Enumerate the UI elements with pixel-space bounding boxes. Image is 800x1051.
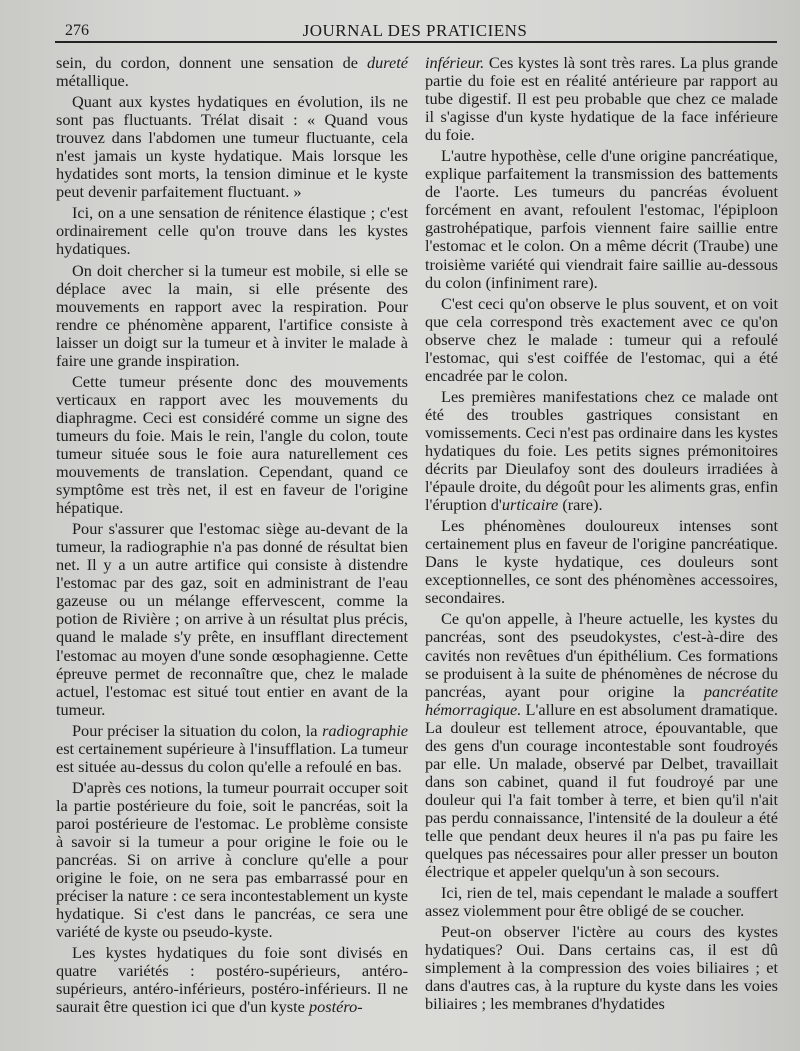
paragraph: Peut-on observer l'ictère au cours des kystes hydatiques? Oui. Dans certains cas, il est dû simplement à la compression des voies biliaires ; et dans d'autres cas, à la rupture du kyste dans les voies biliaires ; les membranes d'hydatides [425,922,778,1014]
left-column [56,54,408,1016]
header-rule [55,41,777,43]
paragraph: inférieur. Ces kystes là sont très rares. La plus grande partie du foie est en réalité antérieure par rapport au tube digestif. Il est peu probable que chez ce malade il s'agisse d'un kyste hydatique de la face inférieure du foie. [425,53,778,145]
paragraph: Les phénomènes douloureux intenses sont certainement plus en faveur de l'origine pancréatique. Dans le kyste hydatique, ces douleurs sont exceptionnelles, ce sont des phénomènes accessoires, secondaires. [425,516,778,608]
paragraph: Ici, rien de tel, mais cependant le malade a souffert assez violemment pour être obligé de se coucher. [425,883,778,921]
paragraph: L'autre hypothèse, celle d'une origine pancréatique, explique parfaitement la transmission des battements de l'aorte. Les tumeurs du pancréas évoluent forcément en avant, refoulent l'estomac, l'épiploon gastrohépatique, parfois viennent faire saillie entre l'estomac et le colon. On a même décrit (Traube) une troisième variété qui viendrait faire saillie au-dessous du colon (infiniment rare). [425,146,778,292]
page-number: 276 [65,22,89,39]
paragraph: On doit chercher si la tumeur est mobile, si elle se déplace avec la main, si elle présente des mouvements en rapport avec la respiration. Pour rendre ce phénomène apparent, l'artifice consiste à laisser un doigt sur la tumeur et à inviter le malade à faire une grande inspiration. [56,260,408,370]
paragraph: Les kystes hydatiques du foie sont divisés en quatre variétés : postéro-supérieurs, antéro-supérieurs, antéro-inférieurs, postéro-inférieurs. Il ne saurait être question ici que d'un kyste postéro- [56,943,408,1017]
paragraph: Pour s'assurer que l'estomac siège au-devant de la tumeur, la radiographie n'a pas donné de résultat bien net. Il y a un autre artifice qui consiste à distendre l'estomac par des gaz, soit en administrant de l'eau gazeuse ou un mélange effervescent, comme la potion de Rivière ; on arrive à un résultat plus précis, quand le malade s'y prête, en insufflant directement l'estomac au moyen d'une sonde œsophagienne. Cette épreuve permet de reconnaître que, chez le malade actuel, l'estomac est situé tout entier en avant de la tumeur. [56,519,408,719]
running-title: JOURNAL DES PRATICIENS [302,21,528,40]
paragraph: sein, du cordon, donnent une sensation de dureté métallique. [56,53,408,91]
page-header [55,18,775,42]
paragraph: D'après ces notions, la tumeur pourrait occuper soit la partie postérieure du foie, soit le pancréas, soit la paroi postérieure de l'estomac. Le problème consiste à savoir si la tumeur a pour origine le foie ou le pancréas. Si on arrive à conclure qu'elle a pour origine le foie, on ne sera pas embarrassé pour en préciser la nature : ce sera incontestablement un kyste hydatique. Si c'est dans le pancréas, ce sera une variété de kyste ou pseudo-kyste. [56,777,408,942]
paragraph: Les premières manifestations chez ce malade ont été des troubles gastriques consistant en vomissements. Ceci n'est pas ordinaire dans les kystes hydatiques du foie. Les petits signes prémonitoires décrits par Dieulafoy sont des douleurs irradiées à l'épaule droite, du dégoût pour les aliments gras, enfin l'éruption d'urticaire (rare). [425,386,778,515]
paragraph: Pour préciser la situation du colon, la radiographie est certainement supérieure à l'insufflation. La tumeur est située au-dessus du colon qu'elle a refoulé en bas. [56,720,408,776]
paragraph: C'est ceci qu'on observe le plus souvent, et on voit que cela correspond très exactement avec ce qu'on observe chez le malade : tumeur qui a refoulé l'estomac, qui s'est coiffée de l'estomac, qui a été encadrée par le colon. [425,293,778,385]
right-column [425,54,778,1013]
paragraph: Cette tumeur présente donc des mouvements verticaux en rapport avec les mouvements du diaphragme. Ceci est considéré comme un signe des tumeurs du foie. Mais le rein, l'angle du colon, toute tumeur située sous le foie aura naturellement ces mouvements de translation. Cependant, quand ce symptôme est très net, il est en faveur de l'origine hépatique. [56,371,408,518]
paragraph: Ici, on a une sensation de rénitence élastique ; c'est ordinairement celle qu'on trouve dans les kystes hydatiques. [56,203,408,259]
paragraph: Ce qu'on appelle, à l'heure actuelle, les kystes du pancréas, sont des pseudokystes, c'est-à-dire des cavités non revêtues d'un épithélium. Ces formations se produisent à la suite de phénomènes de nécrose du pancréas, ayant pour origine la pancréatite hémorragique. L'allure en est absolument dramatique. La douleur est tellement atroce, épouvantable, que des gens d'un courage incontestable sont foudroyés par elle. Un malade, observé par Delbet, travaillait dans son cabinet, quand il fut foudroyé par une douleur qui l'a fait tomber à terre, et bien qu'il n'ait pas perdu connaissance, l'intensité de la douleur a été telle que pendant deux heures il n'a pas pu faire les quelques pas nécessaires pour aller presser un bouton électrique et appeler quelqu'un à son secours. [425,609,779,882]
paragraph: Quant aux kystes hydatiques en évolution, ils ne sont pas fluctuants. Trélat disait : « Quand vous trouvez dans l'abdomen une tumeur fluctuante, cela n'est jamais un kyste hydatique. Mais lorsque les hydatides sont morts, la tension diminue et le kyste peut devenir parfaitement fluctuant. » [56,92,408,202]
